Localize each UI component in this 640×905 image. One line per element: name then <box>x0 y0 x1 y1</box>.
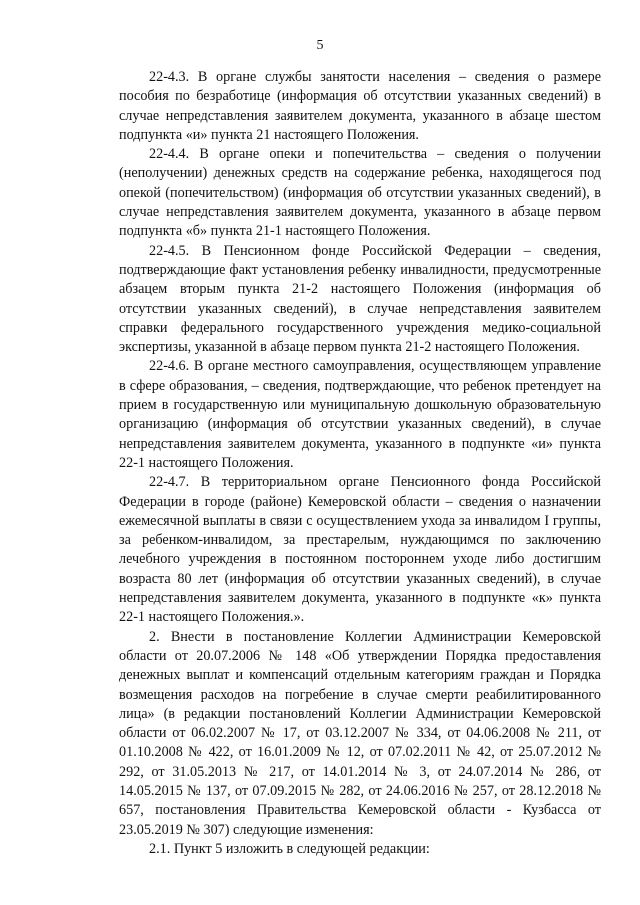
page-number: 5 <box>316 38 324 53</box>
paragraph-22-4-7: 22-4.7. В территориальном органе Пенсионного фонда Российской Федерации в городе (районе) Кемеровской области – сведения о назначении ежемесячной выплаты в связи с осуществлением ухода за инвалидом I группы, за ребенком-инвалидом, за престарелым, нуждающимся по заключению лечебного учреждения в постоянном постороннем уходе либо достигшим возраста 80 лет (информация об отсутствии указанных сведений), в случае непредставления заявителем документа, указанного в подпункте «к» пункта 22-1 настоящего Положения.». <box>119 474 601 626</box>
paragraph-item-2: 2. Внести в постановление Коллегии Администрации Кемеровской области от 20.07.2006 № 148 «Об утверждении Порядка предоставления денежных выплат и компенсаций отдельным категориям граждан и Порядка возмещения расходов на погребение в случае смерти реабилитированного лица» (в редакции постановлений Коллегии Администрации Кемеровской области от 06.02.2007 № 17, от 03.12.2007 № 334, от 04.06.2008 № 211, от 01.10.2008 № 422, от 16.01.2009 № 12, от 07.02.2011 № 42, от 25.07.2012 № 292, от 31.05.2013 № 217, от 14.01.2014 № 3, от 24.07.2014 № 286, от 14.05.2015 № 137, от 07.09.2015 № 282, от 24.06.2016 № 257, от 28.12.2018 № 657, постановления Правительства Кемеровской области - Кузбасса от 23.05.2019 № 307) следующие изменения: <box>119 628 601 838</box>
document-body <box>119 68 601 859</box>
paragraph-22-4-6: 22-4.6. В органе местного самоуправления, осуществляющем управление в сфере образования, – сведения, подтверждающие, что ребенок претендует на прием в государственную или муниципальную дошкольную образовательную организацию (информация об отсутствии указанных сведений), в случае непредставления заявителем документа, указанного в подпункте «и» пункта 22-1 настоящего Положения. <box>119 358 601 471</box>
paragraph-22-4-3: 22-4.3. В органе службы занятости населения – сведения о размере пособия по безработице (информация об отсутствии указанных сведений) в случае непредставления заявителем документа, указанного в абзаце шестом подпункта «и» пункта 21 настоящего Положения. <box>119 69 601 143</box>
paragraph-22-4-5: 22-4.5. В Пенсионном фонде Российской Федерации – сведения, подтверждающие факт установления ребенку инвалидности, предусмотренные абзацем вторым пункта 21-2 настоящего Положения (информация об отсутствии указанных сведений), в случае непредставления заявителем справки федерального государственного учреждения медико-социальной экспертизы, указанной в абзаце первом пункта 21-2 настоящего Положения. <box>119 242 601 356</box>
paragraph-22-4-4: 22-4.4. В органе опеки и попечительства – сведения о получении (неполучении) денежных средств на содержание ребенка, находящегося под опекой (попечительством) (информация об отсутствии указанных сведений), в случае непредставления заявителем документа, указанного в абзаце первом подпункта «б» пункта 21-1 настоящего Положения. <box>119 146 601 240</box>
paragraph-item-2-1: 2.1. Пункт 5 изложить в следующей редакции: <box>149 840 430 857</box>
